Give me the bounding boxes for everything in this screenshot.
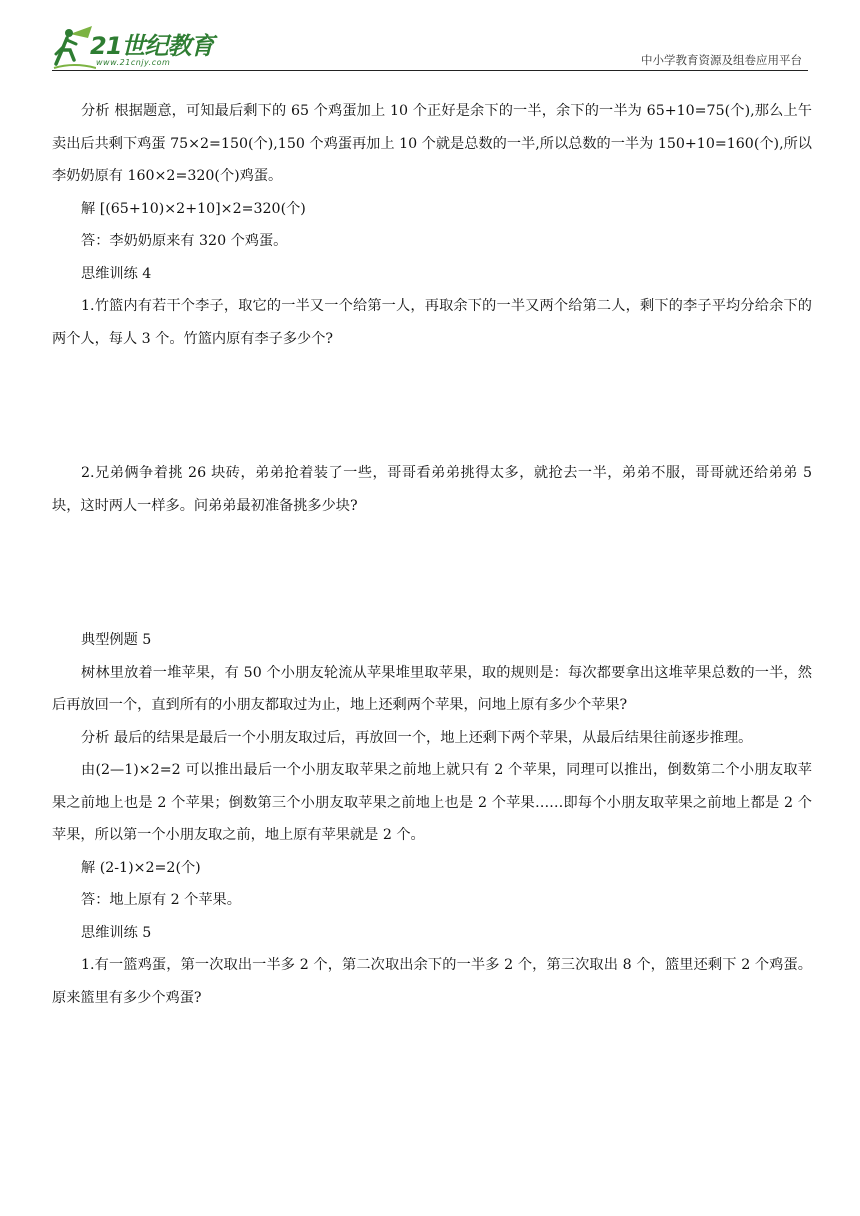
section-heading: 思维训练 5 xyxy=(81,924,152,941)
site-title: 中小学教育资源及组卷应用平台 xyxy=(641,53,802,67)
analysis-paragraph: 分析 最后的结果是最后一个小朋友取过后，再放回一个，地上还剩下两个苹果，从最后结果往前逐步推理。 xyxy=(81,729,753,746)
exercise-question-2: 2.兄弟俩争着挑 26 块砖，弟弟抢着装了一些，哥哥看弟弟挑得太多，就抢去一半，弟弟不服，哥哥就还给弟弟 5 块，这时两人一样多。问弟弟最初准备挑多少块? xyxy=(52,465,812,514)
solution-line: 解 [(65+10)×2+10]×2=320(个) xyxy=(81,200,306,217)
page-header xyxy=(52,22,808,72)
answer-line: 答：地上原有 2 个苹果。 xyxy=(81,892,241,908)
analysis-paragraph: 分析 根据题意，可知最后剩下的 65 个鸡蛋加上 10 个正好是余下的一半，余下的一半为 65+10=75(个),那么上午卖出后共剩下鸡蛋 75×2=150(个),150 个鸡蛋再加上 10 个就是总数的一半,所以总数的一半为 150+10=160(个),所以李奶奶原有 160×2=320(个)鸡蛋。 xyxy=(52,103,812,184)
section-heading: 思维训练 4 xyxy=(81,265,152,282)
document-body xyxy=(52,95,812,1014)
example-problem: 树林里放着一堆苹果，有 50 个小朋友轮流从苹果堆里取苹果，取的规则是：每次都要拿出这堆苹果总数的一半，然后再放回一个，直到所有的小朋友都取过为止，地上还剩两个苹果，问地上原有多少个苹果? xyxy=(52,664,812,713)
logo xyxy=(52,24,232,70)
logo-url: www.21cnjy.com xyxy=(96,58,171,67)
exercise-question-1: 1.有一篮鸡蛋，第一次取出一半多 2 个，第二次取出余下的一半多 2 个，第三次取出 8 个，篮里还剩下 2 个鸡蛋。原来篮里有多少个鸡蛋? xyxy=(52,957,812,1006)
header-divider xyxy=(52,70,808,71)
reasoning-paragraph: 由(2—1)×2=2 可以推出最后一个小朋友取苹果之前地上就只有 2 个苹果，同理可以推出，倒数第二个小朋友取苹果之前地上也是 2 个苹果；倒数第三个小朋友取苹果之前地上也是 2 个苹果……即每个小朋友取苹果之前地上都是 2 个苹果，所以第一个小朋友取之前，地上原有苹果就是 2 个。 xyxy=(52,762,812,843)
exercise-question-1: 1.竹篮内有若干个李子，取它的一半又一个给第一人，再取余下的一半又两个给第二人，剩下的李子平均分给余下的两个人，每人 3 个。竹篮内原有李子多少个? xyxy=(52,298,812,347)
answer-line: 答：李奶奶原来有 320 个鸡蛋。 xyxy=(81,233,288,249)
section-heading: 典型例题 5 xyxy=(81,632,152,648)
logo-text: 21世纪教育 xyxy=(90,32,214,60)
answer-space xyxy=(52,355,812,457)
solution-line: 解 (2-1)×2=2(个) xyxy=(81,859,201,876)
answer-space xyxy=(52,522,812,624)
